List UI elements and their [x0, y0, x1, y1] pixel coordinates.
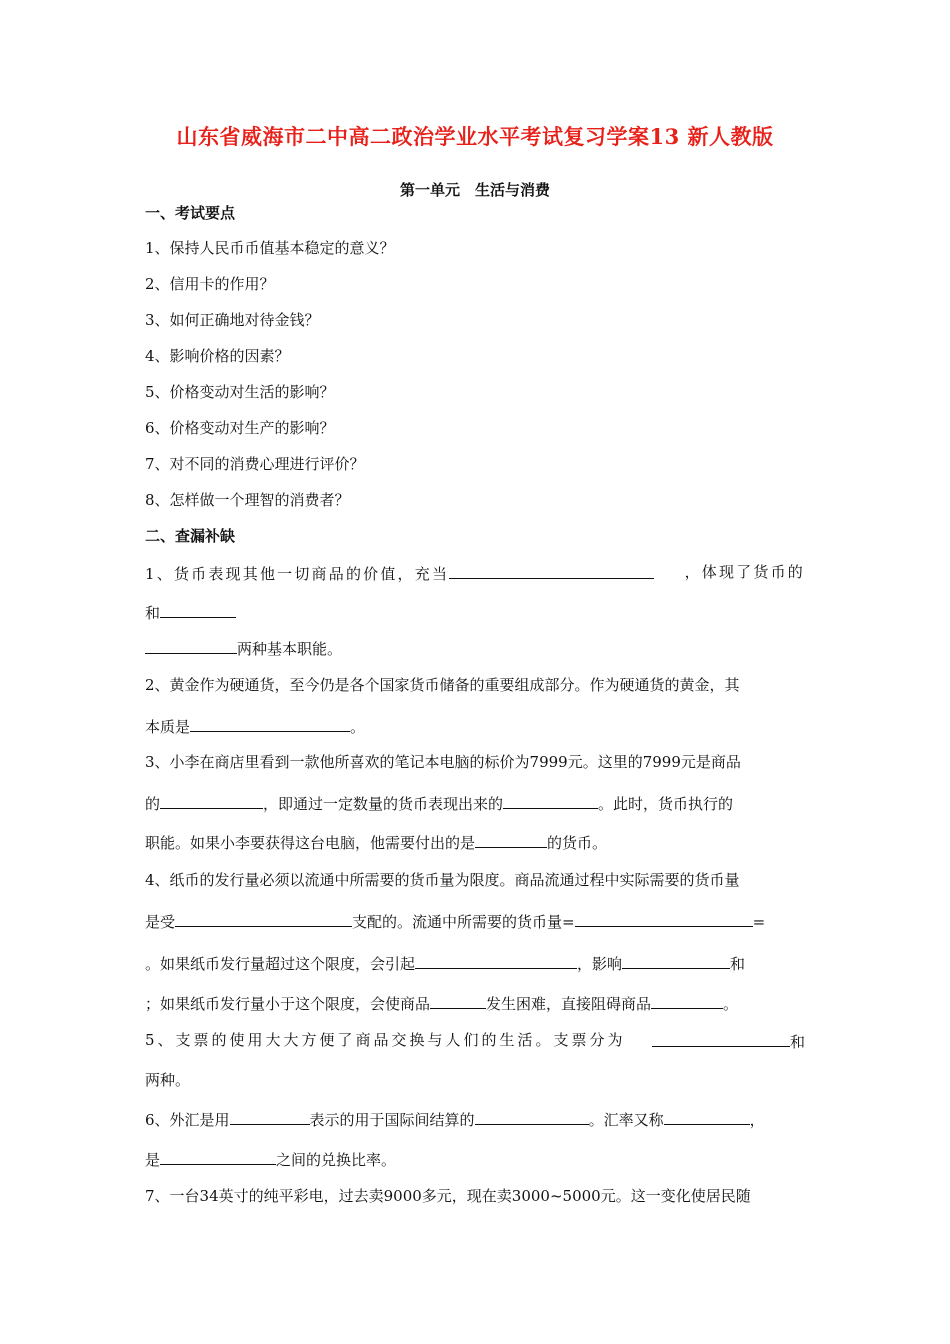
answer-blank[interactable] [160, 1148, 276, 1165]
question-4-cont2 [145, 952, 745, 974]
q6-text-f: 之间的兑换比率。 [276, 1151, 397, 1169]
answer-blank[interactable] [430, 992, 486, 1009]
list-item: 8、怎样做一个理智的消费者？ [145, 491, 350, 509]
answer-blank[interactable] [622, 952, 730, 969]
answer-blank[interactable] [475, 1108, 589, 1125]
question-3-cont [145, 792, 733, 814]
question-3: 3、小李在商店里看到一款他所喜欢的笔记本电脑的标价为7999元。这里的7999元是商品 [145, 753, 741, 771]
unit-heading: 第一单元 生活与消费 [399, 181, 550, 199]
question-1-cont2 [145, 637, 342, 659]
q3-text-e: 职能。如果小李要获得这台电脑，他需要付出的是 [145, 834, 476, 852]
list-item: 4、影响价格的因素？ [145, 347, 290, 365]
question-4-cont3 [145, 992, 738, 1014]
q6-text-e: 是 [145, 1151, 161, 1169]
q1-text-b: ，体现了货币的 [684, 563, 805, 581]
q4-text-j: 。 [723, 995, 739, 1013]
q4-text-h: ；如果纸币发行量小于这个限度，会使商品 [145, 995, 431, 1013]
q1-text-c: 和 [145, 604, 161, 622]
q6-text-a: 6、外汇是用 [145, 1111, 230, 1129]
answer-blank[interactable] [145, 637, 237, 654]
answer-blank[interactable] [664, 1108, 750, 1125]
question-5 [145, 1030, 805, 1052]
answer-blank[interactable] [175, 910, 352, 927]
q6-text-c: 。汇率又称 [588, 1111, 664, 1129]
question-2-cont [145, 715, 365, 737]
q2-text-b: 本质是 [145, 718, 191, 736]
question-5-cont: 两种。 [145, 1071, 191, 1089]
question-6 [145, 1108, 765, 1130]
q2-text-c: 。 [350, 718, 366, 736]
q3-text-c: ，即通过一定数量的货币表现出来的 [263, 795, 504, 813]
answer-blank[interactable] [160, 601, 236, 618]
q4-text-d: = [752, 913, 766, 931]
q4-text-c: 支配的。流通中所需要的货币量= [352, 913, 575, 931]
q4-text-g: 和 [730, 955, 746, 973]
q4-text-e: 。如果纸币发行量超过这个限度，会引起 [145, 955, 416, 973]
answer-blank[interactable] [652, 1030, 790, 1047]
list-item: 5、价格变动对生活的影响？ [145, 383, 335, 401]
answer-blank[interactable] [160, 792, 263, 809]
list-item: 1、保持人民币币值基本稳定的意义？ [145, 239, 395, 257]
q6-text-b: 表示的用于国际间结算的 [309, 1111, 475, 1129]
q1-text-a: 1、货币表现其他一切商品的价值，充当 [145, 565, 450, 583]
answer-blank[interactable] [503, 792, 598, 809]
q4-text-i: 发生困难，直接阻碍商品 [486, 995, 652, 1013]
list-item: 2、信用卡的作用？ [145, 275, 275, 293]
q5-text-a: 5、支票的使用大大方便了商品交换与人们的生活。支票分为 [145, 1031, 626, 1049]
section2-heading: 二、查漏补缺 [145, 527, 236, 545]
document-title: 山东省威海市二中高二政治学业水平考试复习学案13 新人教版 [176, 124, 774, 149]
question-3-cont2 [145, 831, 607, 853]
q1-text-d: 两种基本职能。 [237, 640, 343, 658]
answer-blank[interactable] [449, 562, 654, 579]
q3-text-f: 的货币。 [547, 834, 608, 852]
q4-text-f: ，影响 [577, 955, 623, 973]
answer-blank[interactable] [475, 831, 547, 848]
section1-heading: 一、考试要点 [145, 204, 236, 222]
list-item: 6、价格变动对生产的影响？ [145, 419, 335, 437]
list-item: 3、如何正确地对待金钱？ [145, 311, 320, 329]
q5-text-b: 和 [789, 1033, 805, 1051]
list-item: 7、对不同的消费心理进行评价？ [145, 455, 365, 473]
answer-blank[interactable] [230, 1108, 310, 1125]
question-1 [145, 562, 805, 584]
q4-text-b: 是受 [145, 913, 176, 931]
q6-text-d: ， [749, 1111, 765, 1129]
question-1-cont [145, 601, 236, 623]
question-4-cont [145, 910, 765, 932]
answer-blank[interactable] [575, 910, 753, 927]
question-6-cont [145, 1148, 396, 1170]
answer-blank[interactable] [651, 992, 723, 1009]
q3-text-b: 的 [145, 795, 161, 813]
q3-text-d: 。此时，货币执行的 [598, 795, 734, 813]
question-7: 7、一台34英寸的纯平彩电，过去卖9000多元，现在卖3000~5000元。这一变化使居民随 [145, 1187, 751, 1205]
question-4: 4、纸币的发行量必须以流通中所需要的货币量为限度。商品流通过程中实际需要的货币量 [145, 871, 740, 889]
question-2: 2、黄金作为硬通货，至今仍是各个国家货币储备的重要组成部分。作为硬通货的黄金，其 [145, 676, 740, 694]
answer-blank[interactable] [415, 952, 577, 969]
answer-blank[interactable] [190, 715, 350, 732]
